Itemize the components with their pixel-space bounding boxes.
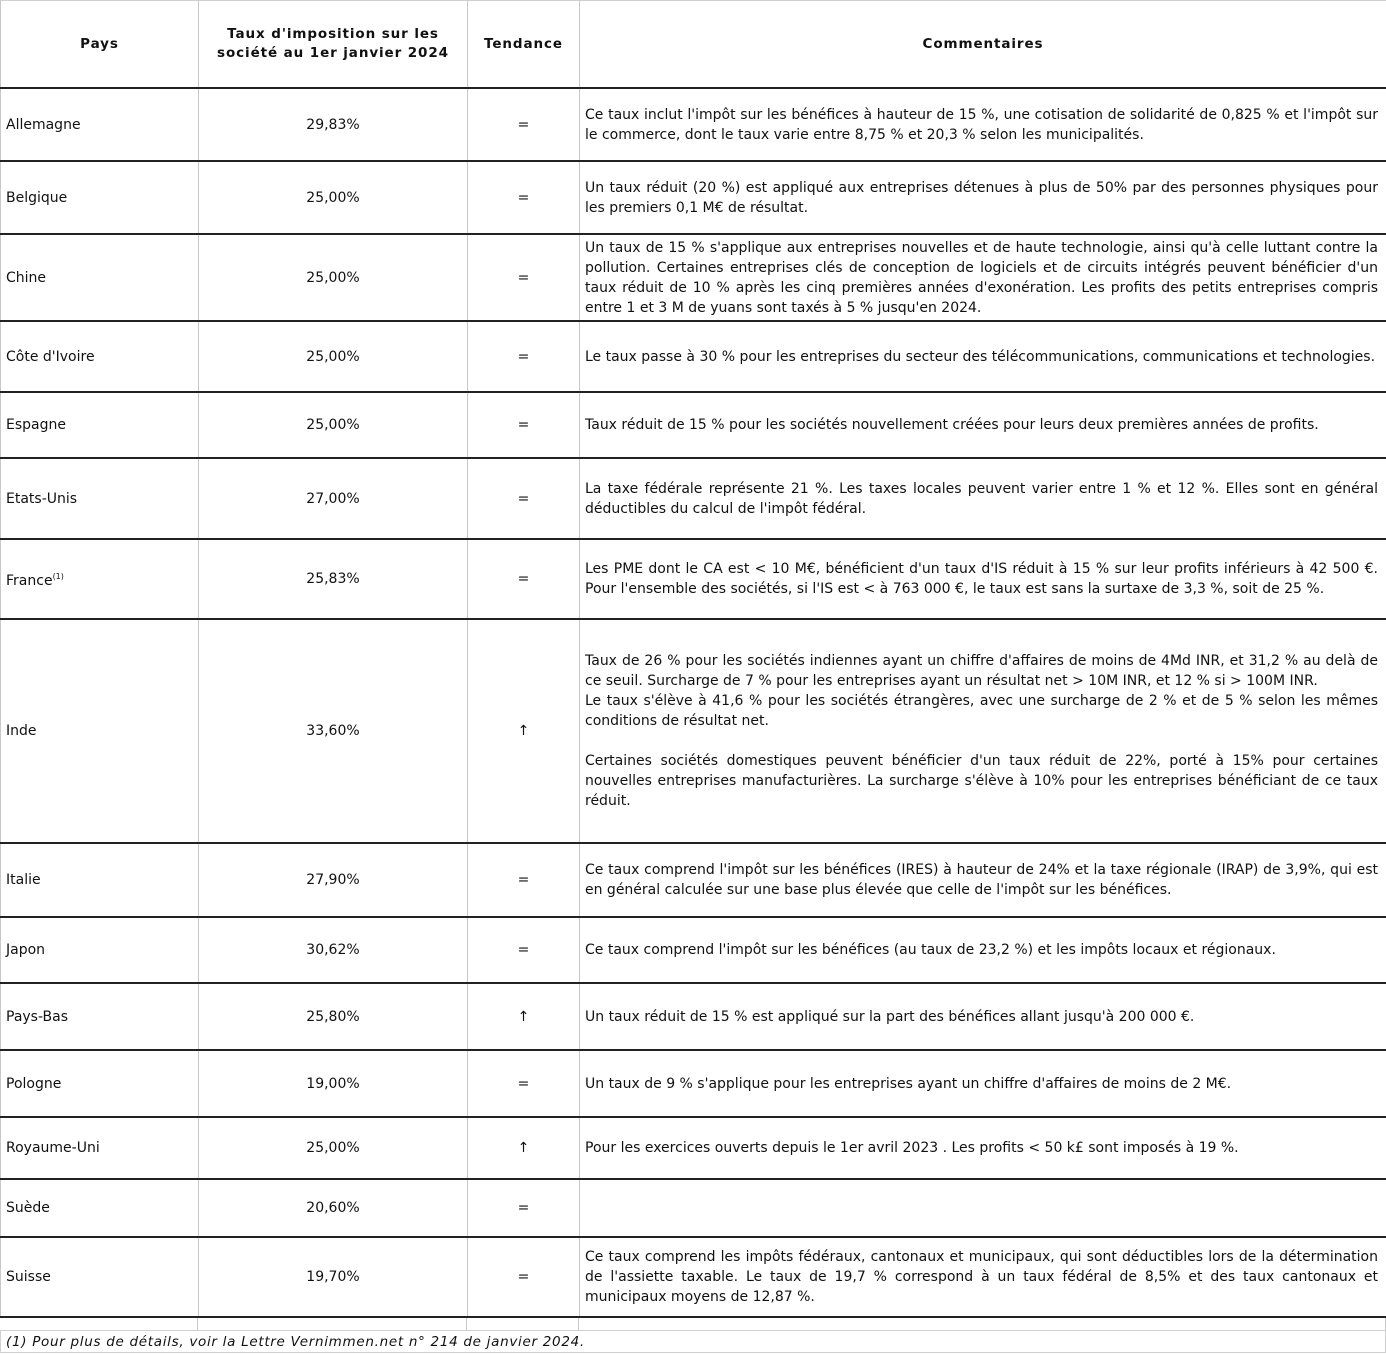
country-cell (1, 321, 199, 392)
comment-cell: Ce taux comprend les impôts fédéraux, cantonaux et municipaux, qui sont déductibles lors de la détermination de l'assiette taxable. Le taux de 19,7 % correspond à un taux fédéral de 8,5% et des taux cantonaux et municipaux moyens de 12,87 %. (580, 1237, 1386, 1317)
rate-cell: 33,60% (199, 619, 468, 843)
rate-cell: 20,60% (199, 1179, 468, 1237)
rate-cell: 25,00% (199, 234, 468, 321)
table-row (1, 321, 1386, 392)
comment-cell: Ce taux comprend l'impôt sur les bénéfices (au taux de 23,2 %) et les impôts locaux et régionaux. (580, 917, 1386, 983)
table-row (1, 1179, 1386, 1237)
country-cell (1, 1050, 199, 1117)
trend-stable-icon: = (468, 917, 580, 983)
country-cell (1, 619, 199, 843)
table-row (1, 392, 1386, 458)
country-name: Pays-Bas (6, 1008, 69, 1025)
trend-stable-icon: = (468, 1237, 580, 1317)
table-row (1, 88, 1386, 161)
country-cell (1, 1237, 199, 1317)
trend-stable-icon: = (468, 539, 580, 619)
trend-stable-icon: = (468, 321, 580, 392)
table-row (1, 1237, 1386, 1317)
rate-cell: 25,00% (199, 321, 468, 392)
table-row (1, 619, 1386, 843)
rate-cell: 19,70% (199, 1237, 468, 1317)
country-cell (1, 843, 199, 917)
table-row (1, 161, 1386, 234)
table-row (1, 234, 1386, 321)
footnote-ref: (1) (52, 572, 64, 581)
header-trend: Tendance (468, 1, 580, 89)
table-row (1, 917, 1386, 983)
comment-cell: Pour les exercices ouverts depuis le 1er avril 2023 . Les profits < 50 k£ sont imposés à 19 %. (580, 1117, 1386, 1179)
country-name: Espagne (6, 417, 66, 433)
comment-cell: Taux de 26 % pour les sociétés indiennes ayant un chiffre d'affaires de moins de 4Md INR, et 31,2 % au delà de ce seuil. Surcharge de 7 % pour les entreprises ayant un résultat net > 10M INR, et 12 % si > 100M INR. Le taux s'élève à 41,6 % pour les sociétés étrangères, avec une surcharge de 2 % et de 5 % selon les mêmes conditions de résultat net. Certaines sociétés domestiques peuvent bénéficier d'un taux réduit de 22%, porté à 15% pour certaines nouvelles entreprises manufacturières. La surcharge s'élève à 10% pour les entreprises bénéficiant de ce taux réduit. (580, 619, 1386, 843)
trend-stable-icon: = (468, 161, 580, 234)
trend-stable-icon: = (468, 88, 580, 161)
trend-stable-icon: = (468, 234, 580, 321)
country-cell (1, 983, 199, 1050)
country-name: Chine (6, 269, 47, 286)
rate-cell: 29,83% (199, 88, 468, 161)
country-cell (1, 161, 199, 234)
table-row (1, 1050, 1386, 1117)
rate-cell: 25,83% (199, 539, 468, 619)
table-body (1, 88, 1386, 1317)
country-name: Côte d'Ivoire (6, 348, 95, 365)
comment-cell: Ce taux comprend l'impôt sur les bénéfices (IRES) à hauteur de 24% et la taxe régionale (IRAP) de 3,9%, qui est en général calculée sur une base plus élevée que celle de l'impôt sur les bénéfices. (580, 843, 1386, 917)
trend-stable-icon: = (468, 392, 580, 458)
rate-cell: 27,00% (199, 458, 468, 539)
country-cell (1, 1179, 199, 1237)
footer-spacer (0, 1318, 1386, 1330)
comment-cell: Un taux réduit (20 %) est appliqué aux entreprises détenues à plus de 50% par des personnes physiques pour les premiers 0,1 M€ de résultat. (580, 161, 1386, 234)
table-header-row (1, 1, 1386, 89)
trend-stable-icon: = (468, 458, 580, 539)
country-cell (1, 88, 199, 161)
table-row (1, 983, 1386, 1050)
trend-stable-icon: = (468, 843, 580, 917)
country-name: Etats-Unis (6, 490, 78, 507)
table-row (1, 539, 1386, 619)
country-cell (1, 539, 199, 619)
trend-stable-icon: = (468, 1050, 580, 1117)
rate-cell: 25,00% (199, 1117, 468, 1179)
country-name: Japon (6, 942, 46, 958)
country-name: Suisse (6, 1269, 51, 1285)
trend-up-icon: ↑ (468, 619, 580, 843)
country-name: France (6, 573, 53, 589)
comment-cell: Ce taux inclut l'impôt sur les bénéfices à hauteur de 15 %, une cotisation de solidarité de 0,825 % et l'impôt sur le commerce, dont le taux varie entre 8,75 % et 20,3 % selon les municipalités. (580, 88, 1386, 161)
country-name: Royaume-Uni (6, 1140, 100, 1156)
trend-up-icon: ↑ (468, 1117, 580, 1179)
comment-cell (580, 1179, 1386, 1237)
header-rate (199, 1, 468, 89)
country-name: Allemagne (6, 116, 81, 133)
footnote: (1) Pour plus de détails, voir la Lettre Vernimmen.net n° 214 de janvier 2024. (0, 1330, 1386, 1353)
rate-cell: 19,00% (199, 1050, 468, 1117)
table-row (1, 458, 1386, 539)
trend-up-icon: ↑ (468, 983, 580, 1050)
comment-cell: La taxe fédérale représente 21 %. Les taxes locales peuvent varier entre 1 % et 12 %. Elles sont en général déductibles du calcul de l'impôt fédéral. (580, 458, 1386, 539)
comment-cell: Un taux de 9 % s'applique pour les entreprises ayant un chiffre d'affaires de moins de 2 M€. (580, 1050, 1386, 1117)
country-name: Pologne (6, 1075, 62, 1092)
country-cell (1, 234, 199, 321)
table-row (1, 843, 1386, 917)
country-name: Inde (6, 723, 37, 739)
header-country: Pays (1, 1, 199, 89)
header-comments: Commentaires (580, 1, 1386, 89)
country-name: Italie (6, 872, 41, 888)
header-rate-label: Taux d'imposition sur les société au 1er janvier 2024 (217, 26, 449, 61)
trend-stable-icon: = (468, 1179, 580, 1237)
rate-cell: 25,00% (199, 392, 468, 458)
rate-cell: 27,90% (199, 843, 468, 917)
comment-cell: Le taux passe à 30 % pour les entreprises du secteur des télécommunications, communications et technologies. (580, 321, 1386, 392)
comment-cell: Taux réduit de 15 % pour les sociétés nouvellement créées pour leurs deux premières années de profits. (580, 392, 1386, 458)
comment-cell: Les PME dont le CA est < 10 M€, bénéficient d'un taux d'IS réduit à 15 % sur leur profits inférieurs à 42 500 €. Pour l'ensemble des sociétés, si l'IS est < à 763 000 €, le taux est sans la surtaxe de 3,3 %, soit de 25 %. (580, 539, 1386, 619)
comment-cell: Un taux réduit de 15 % est appliqué sur la part des bénéfices allant jusqu'à 200 000 €. (580, 983, 1386, 1050)
comment-cell: Un taux de 15 % s'applique aux entreprises nouvelles et de haute technologie, ainsi qu'à celle luttant contre la pollution. Certaines entreprises clés de conception de logiciels et de circuits intégrés peuvent bénéficier d'un taux réduit de 10 % après les cinq premières années d'exonération. Les profits des petits entreprises compris entre 1 et 3 M de yuans sont taxés à 5 % jusqu'en 2024. (580, 234, 1386, 321)
table-row (1, 1117, 1386, 1179)
rate-cell: 30,62% (199, 917, 468, 983)
rate-cell: 25,80% (199, 983, 468, 1050)
country-cell (1, 458, 199, 539)
country-cell (1, 1117, 199, 1179)
country-cell (1, 917, 199, 983)
country-cell (1, 392, 199, 458)
country-name: Belgique (6, 189, 68, 206)
rate-cell: 25,00% (199, 161, 468, 234)
country-name: Suède (6, 1200, 50, 1216)
